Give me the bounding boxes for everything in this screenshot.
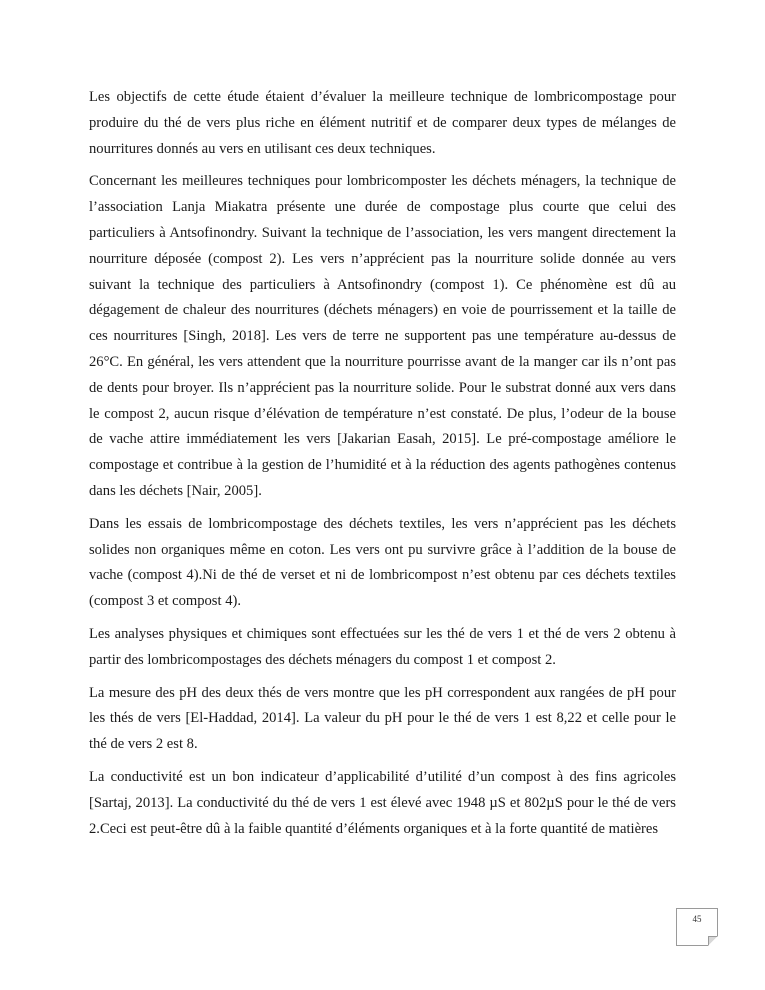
folded-corner-icon	[708, 936, 717, 945]
paragraph-conductivity: La conductivité est un bon indicateur d’applicabilité d’utilité d’un compost à des fins agricoles [Sartaj, 2013]. La conductivité du thé de vers 1 est élevé avec 1948 µS et 802µS pour le thé de vers 2.Ceci est peut-être dû à la faible quantité d’éléments organiques et à la forte quantité de matières	[89, 768, 676, 837]
paragraph-ph: La mesure des pH des deux thés de vers montre que les pH correspondent aux rangées de pH pour les thés de vers [El-Haddad, 2014]. La valeur du pH pour le thé de vers 1 est 8,22 et celle pour le thé de vers 2 est 8.	[89, 684, 676, 753]
paragraph-objectives: Les objectifs de cette étude étaient d’évaluer la meilleure technique de lombricompostage pour produire du thé de vers plus riche en élément nutritif et de comparer deux types de mélanges de nourritures donnés au vers en utilisant ces deux techniques.	[89, 89, 676, 157]
paragraph-analyses: Les analyses physiques et chimiques sont effectuées sur les thé de vers 1 et thé de vers 2 obtenu à partir des lombricompostages des déchets ménagers du compost 1 et compost 2.	[89, 625, 676, 668]
page-number-box	[676, 908, 718, 946]
page-number: 45	[692, 914, 702, 924]
paragraph-textile-waste: Dans les essais de lombricompostage des déchets textiles, les vers n’apprécient pas les déchets solides non organiques même en coton. Les vers ont pu survivre grâce à l’addition de la bouse de vache (compost 4).Ni de thé de verset et ni de lombricompost n’est obtenu par ces déchets textiles (compost 3 et compost 4).	[89, 515, 676, 610]
document-body	[89, 85, 676, 849]
paragraph-techniques: Concernant les meilleures techniques pour lombricomposter les déchets ménagers, la technique de l’association Lanja Miakatra présente une durée de compostage plus courte que celui des particuliers à Antsofinondry. Suivant la technique de l’association, les vers mangent directement la nourriture déposée (compost 2). Les vers n’apprécient pas la nourriture solide donnée au vers suivant la technique des particuliers à Antsofinondry (compost 1). Ce phénomène est dû au dégagement de chaleur des nourritures (déchets ménagers) en voie de pourrissement et la taille de ces nourritures [Singh, 2018]. Les vers de terre ne supportent pas une température au-dessus de 26°C. En général, les vers attendent que la nourriture pourrisse avant de la manger car ils n’ont pas de dents pour broyer. Ils n’apprécient pas la nourriture solide. Pour le substrat donné aux vers dans le compost 2, aucun risque d’élévation de température n’est constaté. De plus, l’odeur de la bouse de vache attire immédiatement les vers [Jakarian Easah, 2015]. Le pré-compostage améliore le compostage et contribue à la gestion de l’humidité et à la réduction des agents pathogènes contenus dans les déchets [Nair, 2005].	[89, 173, 676, 499]
